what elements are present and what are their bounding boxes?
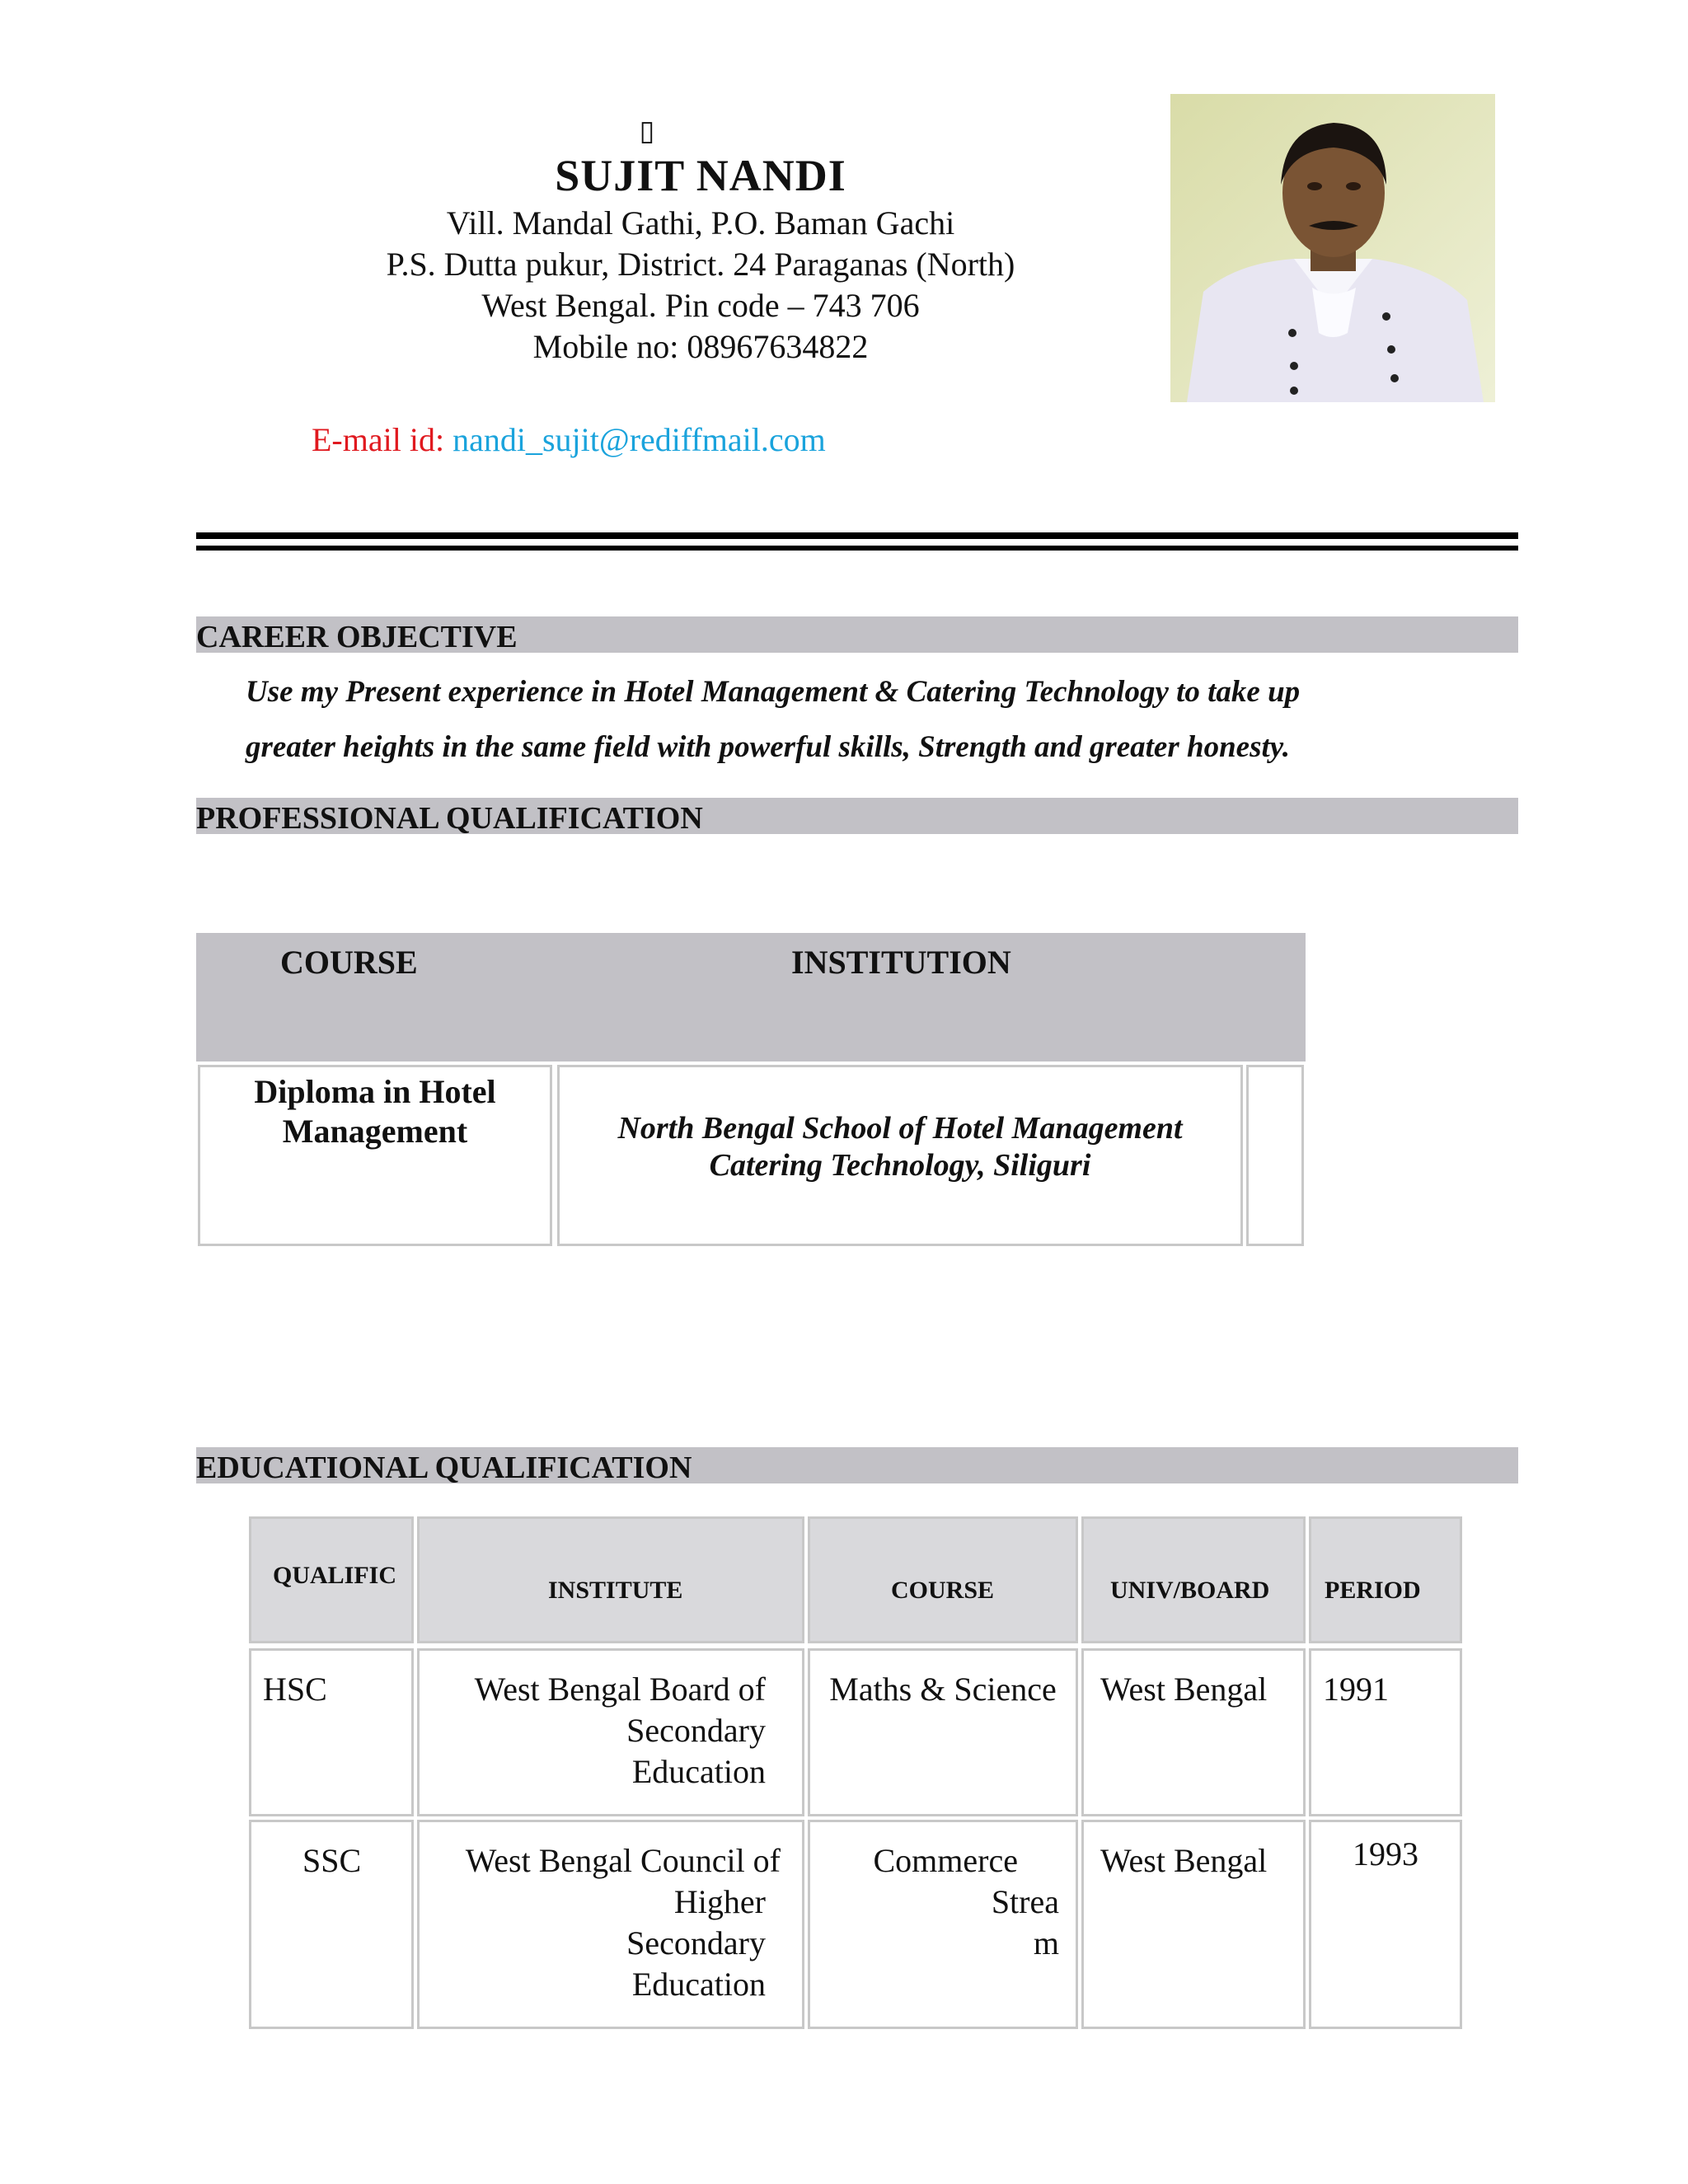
hsc-institute-line-1: West Bengal Board of	[474, 1671, 766, 1708]
hsc-qual: HSC	[249, 1648, 414, 1816]
header-institute: INSTITUTE	[417, 1516, 804, 1643]
education-table	[249, 1516, 1464, 2036]
section-professional-qualification: PROFESSIONAL QUALIFICATION	[196, 798, 1518, 834]
hsc-period: 1991	[1309, 1648, 1462, 1816]
course-line-2: Management	[282, 1113, 468, 1150]
resume-header	[247, 115, 1154, 368]
course-line-1: Diploma in Hotel	[254, 1073, 496, 1110]
institution-line-1: North Bengal School of Hotel Management	[617, 1111, 1183, 1146]
section-career-objective: CAREER OBJECTIVE	[196, 616, 1518, 653]
email-line	[312, 420, 826, 459]
institution-line-2: Catering Technology, Siliguri	[709, 1148, 1091, 1183]
profile-photo	[1170, 94, 1495, 402]
empty-cell	[1246, 1065, 1304, 1246]
header-course: COURSE	[808, 1516, 1078, 1643]
professional-table	[196, 933, 1306, 1251]
ssc-institute-line-2: Higher	[673, 1883, 766, 1920]
email-label: E-mail id:	[312, 421, 445, 458]
objective-text	[246, 664, 1498, 775]
institution-cell	[557, 1065, 1243, 1246]
ssc-institute-line-4: Education	[631, 1966, 766, 2003]
candidate-name: SUJIT NANDI	[555, 151, 846, 200]
professional-table-header	[196, 933, 1306, 1062]
objective-line-1: Use my Present experience in Hotel Management & Catering Technology to take up	[246, 675, 1301, 709]
ssc-board: West Bengal	[1081, 1820, 1306, 2029]
header-course: COURSE	[280, 944, 418, 981]
course-cell	[198, 1065, 552, 1246]
header-rule-thick	[196, 532, 1518, 539]
ssc-course-line-2: Strea	[991, 1883, 1059, 1920]
header-period: PERIOD	[1309, 1516, 1462, 1643]
address-line-3: West Bengal. Pin code – 743 706	[481, 287, 920, 324]
header-qualific: QUALIFIC	[249, 1516, 414, 1643]
hsc-board: West Bengal	[1081, 1648, 1306, 1816]
header-institution: INSTITUTION	[791, 944, 1011, 981]
hsc-institute-line-3: Education	[631, 1753, 766, 1790]
ssc-course-line-1: Commerce	[873, 1842, 1018, 1879]
hsc-institute-line-2: Secondary	[626, 1712, 766, 1749]
address-line-1: Vill. Mandal Gathi, P.O. Baman Gachi	[446, 204, 955, 241]
header-univ-board: UNIV/BOARD	[1081, 1516, 1306, 1643]
ssc-institute-line-1: West Bengal Council of	[465, 1842, 781, 1879]
mobile-number: Mobile no: 08967634822	[532, 328, 869, 365]
objective-line-2: greater heights in the same field with powerful skills, Strength and greater honesty.	[246, 730, 1291, 764]
hsc-institute	[417, 1648, 804, 1816]
hsc-course: Maths & Science	[808, 1648, 1078, 1816]
ssc-institute	[417, 1820, 804, 2029]
ssc-qual: SSC	[249, 1820, 414, 2029]
ssc-course	[808, 1820, 1078, 2029]
ssc-institute-line-3: Secondary	[626, 1924, 766, 1961]
placeholder-glyph: ▯	[639, 116, 655, 147]
address-line-2: P.S. Dutta pukur, District. 24 Paraganas (North)	[386, 246, 1015, 283]
email-link[interactable]: nandi_sujit@rediffmail.com	[452, 421, 826, 458]
header-rule-thin	[196, 546, 1518, 551]
ssc-course-line-3: m	[1033, 1924, 1059, 1961]
section-educational-qualification: EDUCATIONAL QUALIFICATION	[196, 1447, 1518, 1483]
ssc-period: 1993	[1309, 1820, 1462, 2029]
